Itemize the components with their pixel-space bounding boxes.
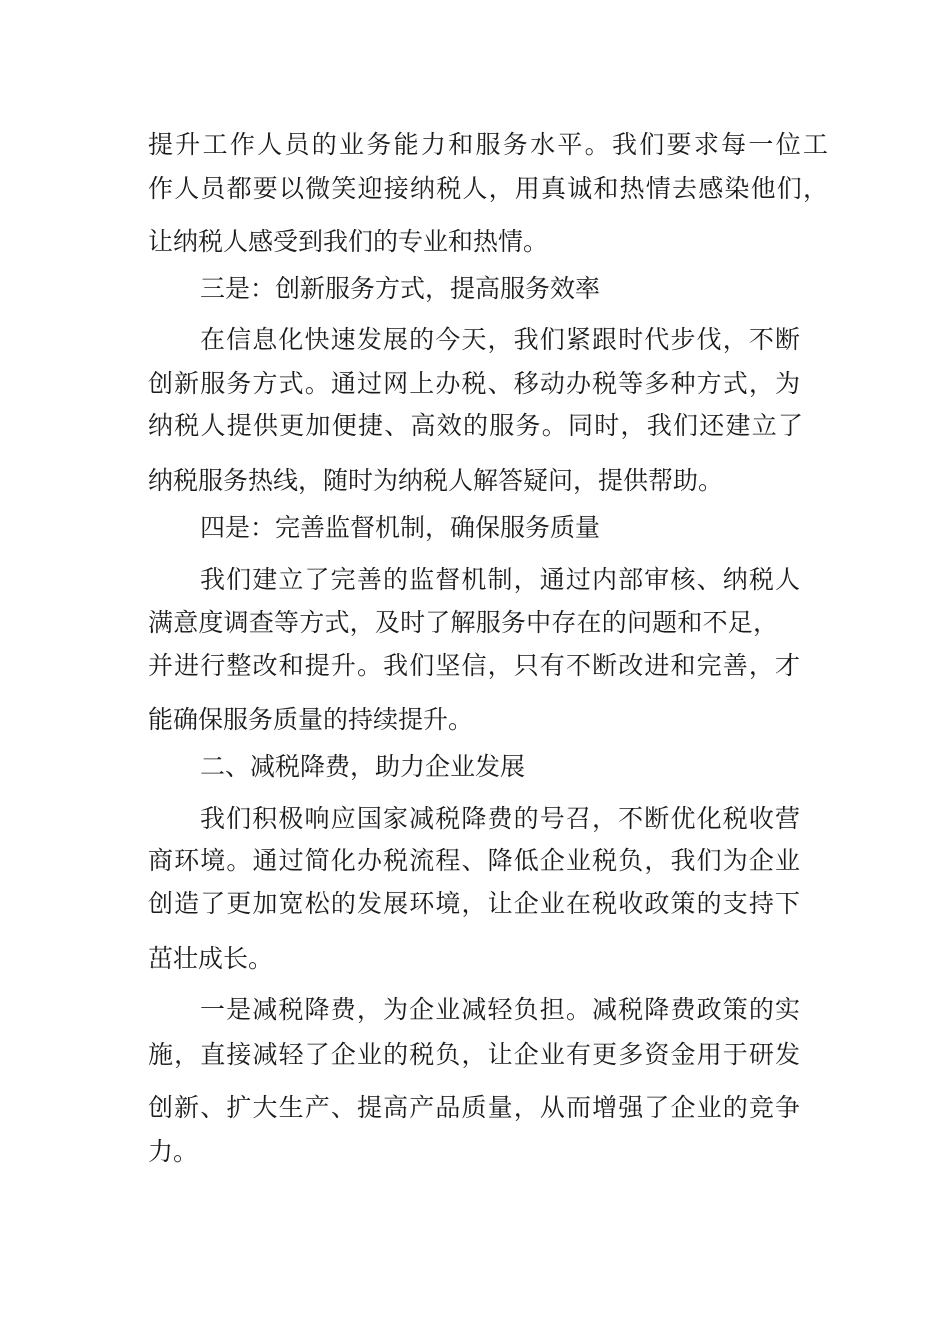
text-line: 创新服务方式。通过网上办税、移动办税等多种方式，为 [148, 369, 800, 398]
text-line: 茁壮成长。 [148, 944, 274, 973]
text-line: 商环境。通过简化办税流程、降低企业税负，我们为企业 [148, 846, 800, 875]
text-line: 作人员都要以微笑迎接纳税人，用真诚和热情去感染他们， [148, 174, 828, 203]
text-line: 创造了更加宽松的发展环境，让企业在税收政策的支持下 [148, 889, 800, 918]
section-heading: 四是：完善监督机制，确保服务质量 [200, 513, 601, 542]
text-line: 纳税服务热线，随时为纳税人解答疑问，提供帮助。 [148, 466, 724, 495]
section-heading: 三是：创新服务方式，提高服务效率 [200, 274, 601, 303]
text-line: 并进行整改和提升。我们坚信，只有不断改进和完善，才 [148, 651, 800, 680]
text-line: 纳税人提供更加便捷、高效的服务。同时，我们还建立了 [148, 411, 803, 440]
section-heading: 二、减税降费，助力企业发展 [200, 752, 526, 781]
text-line: 满意度调查等方式，及时了解服务中存在的问题和不足， [148, 608, 778, 637]
text-line: 让纳税人感受到我们的专业和热情。 [148, 227, 549, 256]
text-line: 我们积极响应国家减税降费的号召，不断优化税收营 [200, 804, 800, 833]
text-line: 能确保服务质量的持续提升。 [148, 705, 474, 734]
text-line: 创新、扩大生产、提高产品质量，从而增强了企业的竞争 [148, 1093, 800, 1122]
text-line: 一是减税降费，为企业减轻负担。减税降费政策的实 [200, 995, 800, 1024]
text-line: 我们建立了完善的监督机制，通过内部审核、纳税人 [200, 565, 800, 594]
text-line: 在信息化快速发展的今天，我们紧跟时代步伐，不断 [200, 325, 800, 354]
text-line: 力。 [148, 1137, 199, 1166]
text-line: 施，直接减轻了企业的税负，让企业有更多资金用于研发 [148, 1040, 800, 1069]
text-line: 提升工作人员的业务能力和服务水平。我们要求每一位工 [148, 130, 828, 159]
